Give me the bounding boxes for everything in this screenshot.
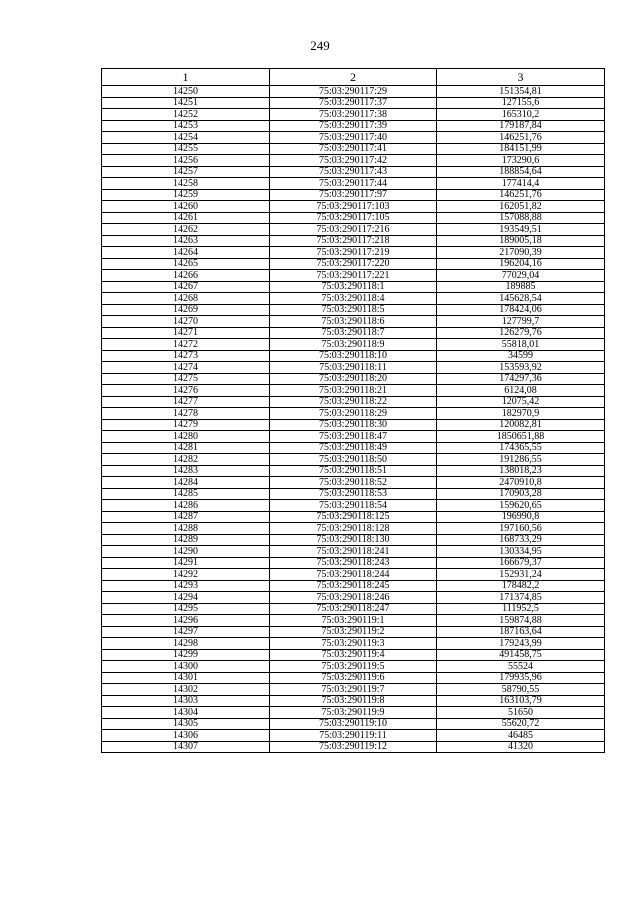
table-row: [102, 143, 605, 155]
value-cell: 179187,84: [437, 120, 605, 132]
row-number-cell: 14285: [102, 488, 270, 500]
column-header-1: 1: [102, 69, 270, 86]
cadastral-number-cell: 75:03:290118:52: [270, 477, 437, 489]
table-row: [102, 97, 605, 109]
value-cell: 188854,64: [437, 166, 605, 178]
cadastral-number-cell: 75:03:290118:29: [270, 408, 437, 420]
row-number-cell: 14269: [102, 304, 270, 316]
table-row: [102, 442, 605, 454]
table-row: [102, 212, 605, 224]
row-number-cell: 14271: [102, 327, 270, 339]
value-cell: 58790,55: [437, 684, 605, 696]
value-cell: 162051,82: [437, 201, 605, 213]
cadastral-number-cell: 75:03:290118:10: [270, 350, 437, 362]
table-row: [102, 327, 605, 339]
table-row: [102, 580, 605, 592]
table-row: [102, 396, 605, 408]
row-number-cell: 14259: [102, 189, 270, 201]
cadastral-number-cell: 75:03:290118:128: [270, 523, 437, 535]
value-cell: 157088,88: [437, 212, 605, 224]
row-number-cell: 14263: [102, 235, 270, 247]
row-number-cell: 14290: [102, 546, 270, 558]
cadastral-number-cell: 75:03:290117:219: [270, 247, 437, 259]
value-cell: 171374,85: [437, 592, 605, 604]
table-row: [102, 178, 605, 190]
row-number-cell: 14260: [102, 201, 270, 213]
row-number-cell: 14262: [102, 224, 270, 236]
cadastral-number-cell: 75:03:290118:21: [270, 385, 437, 397]
row-number-cell: 14267: [102, 281, 270, 293]
table-row: [102, 293, 605, 305]
value-cell: 174365,55: [437, 442, 605, 454]
table-body: [102, 86, 605, 753]
cadastral-number-cell: 75:03:290118:53: [270, 488, 437, 500]
table-row: [102, 419, 605, 431]
value-cell: 189005,18: [437, 235, 605, 247]
table-row: [102, 523, 605, 535]
table-row: [102, 730, 605, 742]
cadastral-number-cell: 75:03:290117:38: [270, 109, 437, 121]
row-number-cell: 14280: [102, 431, 270, 443]
value-cell: 217090,39: [437, 247, 605, 259]
row-number-cell: 14286: [102, 500, 270, 512]
table-row: [102, 247, 605, 259]
cadastral-number-cell: 75:03:290119:3: [270, 638, 437, 650]
cadastral-number-cell: 75:03:290118:244: [270, 569, 437, 581]
cadastral-number-cell: 75:03:290119:10: [270, 718, 437, 730]
cadastral-number-cell: 75:03:290118:6: [270, 316, 437, 328]
table-row: [102, 408, 605, 420]
data-table: [101, 68, 605, 753]
row-number-cell: 14295: [102, 603, 270, 615]
value-cell: 51650: [437, 707, 605, 719]
row-number-cell: 14292: [102, 569, 270, 581]
row-number-cell: 14289: [102, 534, 270, 546]
cadastral-number-cell: 75:03:290118:241: [270, 546, 437, 558]
row-number-cell: 14302: [102, 684, 270, 696]
table-row: [102, 431, 605, 443]
cadastral-number-cell: 75:03:290118:11: [270, 362, 437, 374]
cadastral-number-cell: 75:03:290118:245: [270, 580, 437, 592]
row-number-cell: 14307: [102, 741, 270, 753]
value-cell: 127155,6: [437, 97, 605, 109]
cadastral-number-cell: 75:03:290118:9: [270, 339, 437, 351]
cadastral-number-cell: 75:03:290117:39: [270, 120, 437, 132]
row-number-cell: 14254: [102, 132, 270, 144]
table-row: [102, 718, 605, 730]
table-row: [102, 649, 605, 661]
row-number-cell: 14258: [102, 178, 270, 190]
table-row: [102, 109, 605, 121]
value-cell: 189885: [437, 281, 605, 293]
value-cell: 182970,9: [437, 408, 605, 420]
table-row: [102, 615, 605, 627]
row-number-cell: 14293: [102, 580, 270, 592]
value-cell: 187163,64: [437, 626, 605, 638]
row-number-cell: 14281: [102, 442, 270, 454]
row-number-cell: 14250: [102, 86, 270, 98]
cadastral-number-cell: 75:03:290117:37: [270, 97, 437, 109]
cadastral-number-cell: 75:03:290118:4: [270, 293, 437, 305]
table-row: [102, 362, 605, 374]
table-row: [102, 339, 605, 351]
value-cell: 55818,01: [437, 339, 605, 351]
cadastral-number-cell: 75:03:290119:4: [270, 649, 437, 661]
row-number-cell: 14299: [102, 649, 270, 661]
row-number-cell: 14274: [102, 362, 270, 374]
cadastral-number-cell: 75:03:290118:49: [270, 442, 437, 454]
table-row: [102, 258, 605, 270]
row-number-cell: 14265: [102, 258, 270, 270]
row-number-cell: 14261: [102, 212, 270, 224]
value-cell: 168733,29: [437, 534, 605, 546]
cadastral-number-cell: 75:03:290119:9: [270, 707, 437, 719]
cadastral-number-cell: 75:03:290118:54: [270, 500, 437, 512]
value-cell: 130334,95: [437, 546, 605, 558]
table-row: [102, 546, 605, 558]
row-number-cell: 14251: [102, 97, 270, 109]
row-number-cell: 14303: [102, 695, 270, 707]
value-cell: 178424,06: [437, 304, 605, 316]
cadastral-number-cell: 75:03:290118:47: [270, 431, 437, 443]
row-number-cell: 14300: [102, 661, 270, 673]
table-row: [102, 454, 605, 466]
value-cell: 491458,75: [437, 649, 605, 661]
table-header: [102, 69, 605, 86]
cadastral-number-cell: 75:03:290117:218: [270, 235, 437, 247]
value-cell: 41320: [437, 741, 605, 753]
cadastral-number-cell: 75:03:290119:7: [270, 684, 437, 696]
row-number-cell: 14304: [102, 707, 270, 719]
row-number-cell: 14266: [102, 270, 270, 282]
row-number-cell: 14296: [102, 615, 270, 627]
value-cell: 196204,16: [437, 258, 605, 270]
cadastral-number-cell: 75:03:290117:40: [270, 132, 437, 144]
row-number-cell: 14283: [102, 465, 270, 477]
table-row: [102, 155, 605, 167]
table-row: [102, 661, 605, 673]
value-cell: 197160,56: [437, 523, 605, 535]
cadastral-number-cell: 75:03:290118:5: [270, 304, 437, 316]
cadastral-number-cell: 75:03:290118:30: [270, 419, 437, 431]
row-number-cell: 14272: [102, 339, 270, 351]
row-number-cell: 14276: [102, 385, 270, 397]
value-cell: 120082,81: [437, 419, 605, 431]
table-row: [102, 120, 605, 132]
value-cell: 165310,2: [437, 109, 605, 121]
table-row: [102, 557, 605, 569]
table-row: [102, 488, 605, 500]
value-cell: 163103,79: [437, 695, 605, 707]
table-row: [102, 511, 605, 523]
cadastral-number-cell: 75:03:290119:11: [270, 730, 437, 742]
value-cell: 177414,4: [437, 178, 605, 190]
header-row: [102, 69, 605, 86]
value-cell: 179935,96: [437, 672, 605, 684]
row-number-cell: 14298: [102, 638, 270, 650]
value-cell: 191286,55: [437, 454, 605, 466]
value-cell: 152931,24: [437, 569, 605, 581]
cadastral-number-cell: 75:03:290118:1: [270, 281, 437, 293]
cadastral-number-cell: 75:03:290118:247: [270, 603, 437, 615]
cadastral-number-cell: 75:03:290119:1: [270, 615, 437, 627]
value-cell: 126279,76: [437, 327, 605, 339]
row-number-cell: 14273: [102, 350, 270, 362]
cadastral-number-cell: 75:03:290117:97: [270, 189, 437, 201]
row-number-cell: 14275: [102, 373, 270, 385]
value-cell: 193549,51: [437, 224, 605, 236]
table-row: [102, 350, 605, 362]
cadastral-number-cell: 75:03:290118:20: [270, 373, 437, 385]
row-number-cell: 14264: [102, 247, 270, 259]
table-row: [102, 638, 605, 650]
table-row: [102, 626, 605, 638]
value-cell: 178482,2: [437, 580, 605, 592]
value-cell: 34599: [437, 350, 605, 362]
table-row: [102, 500, 605, 512]
value-cell: 170903,28: [437, 488, 605, 500]
value-cell: 55620,72: [437, 718, 605, 730]
table-row: [102, 592, 605, 604]
table-row: [102, 166, 605, 178]
value-cell: 153593,92: [437, 362, 605, 374]
cadastral-number-cell: 75:03:290118:50: [270, 454, 437, 466]
value-cell: 55524: [437, 661, 605, 673]
table-row: [102, 373, 605, 385]
table-row: [102, 534, 605, 546]
cadastral-number-cell: 75:03:290118:51: [270, 465, 437, 477]
page-number: 249: [310, 38, 330, 53]
table-row: [102, 201, 605, 213]
column-header-2: 2: [270, 69, 437, 86]
value-cell: 184151,99: [437, 143, 605, 155]
cadastral-number-cell: 75:03:290117:220: [270, 258, 437, 270]
value-cell: 12075,42: [437, 396, 605, 408]
row-number-cell: 14277: [102, 396, 270, 408]
value-cell: 138018,23: [437, 465, 605, 477]
table-row: [102, 270, 605, 282]
table-row: [102, 304, 605, 316]
value-cell: 77029,04: [437, 270, 605, 282]
cadastral-number-cell: 75:03:290117:43: [270, 166, 437, 178]
table-row: [102, 86, 605, 98]
row-number-cell: 14252: [102, 109, 270, 121]
cadastral-number-cell: 75:03:290117:221: [270, 270, 437, 282]
value-cell: 146251,76: [437, 189, 605, 201]
table-row: [102, 281, 605, 293]
cadastral-number-cell: 75:03:290119:6: [270, 672, 437, 684]
cadastral-number-cell: 75:03:290119:12: [270, 741, 437, 753]
value-cell: 151354,81: [437, 86, 605, 98]
row-number-cell: 14256: [102, 155, 270, 167]
cadastral-number-cell: 75:03:290118:246: [270, 592, 437, 604]
value-cell: 146251,76: [437, 132, 605, 144]
value-cell: 179243,99: [437, 638, 605, 650]
row-number-cell: 14255: [102, 143, 270, 155]
cadastral-number-cell: 75:03:290118:125: [270, 511, 437, 523]
row-number-cell: 14288: [102, 523, 270, 535]
cadastral-number-cell: 75:03:290119:5: [270, 661, 437, 673]
table-row: [102, 385, 605, 397]
row-number-cell: 14257: [102, 166, 270, 178]
table-row: [102, 235, 605, 247]
cadastral-number-cell: 75:03:290117:105: [270, 212, 437, 224]
value-cell: 196990,8: [437, 511, 605, 523]
cadastral-number-cell: 75:03:290119:2: [270, 626, 437, 638]
column-header-3: 3: [437, 69, 605, 86]
cadastral-number-cell: 75:03:290118:22: [270, 396, 437, 408]
cadastral-number-cell: 75:03:290117:42: [270, 155, 437, 167]
cadastral-number-cell: 75:03:290118:243: [270, 557, 437, 569]
row-number-cell: 14297: [102, 626, 270, 638]
value-cell: 166679,37: [437, 557, 605, 569]
table-row: [102, 672, 605, 684]
cadastral-number-cell: 75:03:290119:8: [270, 695, 437, 707]
cadastral-number-cell: 75:03:290117:29: [270, 86, 437, 98]
row-number-cell: 14287: [102, 511, 270, 523]
value-cell: 159874,88: [437, 615, 605, 627]
table-row: [102, 224, 605, 236]
value-cell: 46485: [437, 730, 605, 742]
value-cell: 6124,08: [437, 385, 605, 397]
table-row: [102, 684, 605, 696]
cadastral-number-cell: 75:03:290118:130: [270, 534, 437, 546]
row-number-cell: 14301: [102, 672, 270, 684]
table-row: [102, 465, 605, 477]
table-row: [102, 316, 605, 328]
table-row: [102, 569, 605, 581]
table-row: [102, 741, 605, 753]
cadastral-number-cell: 75:03:290117:44: [270, 178, 437, 190]
value-cell: 1850651,88: [437, 431, 605, 443]
cadastral-number-cell: 75:03:290117:103: [270, 201, 437, 213]
row-number-cell: 14279: [102, 419, 270, 431]
cadastral-number-cell: 75:03:290117:216: [270, 224, 437, 236]
cadastral-number-cell: 75:03:290117:41: [270, 143, 437, 155]
table-row: [102, 477, 605, 489]
row-number-cell: 14268: [102, 293, 270, 305]
row-number-cell: 14284: [102, 477, 270, 489]
cadastral-number-cell: 75:03:290118:7: [270, 327, 437, 339]
value-cell: 145628,54: [437, 293, 605, 305]
row-number-cell: 14305: [102, 718, 270, 730]
value-cell: 2470910,8: [437, 477, 605, 489]
table-row: [102, 132, 605, 144]
table-row: [102, 603, 605, 615]
row-number-cell: 14306: [102, 730, 270, 742]
row-number-cell: 14253: [102, 120, 270, 132]
table-row: [102, 707, 605, 719]
value-cell: 159620,65: [437, 500, 605, 512]
value-cell: 173290,6: [437, 155, 605, 167]
table-row: [102, 189, 605, 201]
value-cell: 174297,36: [437, 373, 605, 385]
value-cell: 127799,7: [437, 316, 605, 328]
value-cell: 111952,5: [437, 603, 605, 615]
row-number-cell: 14294: [102, 592, 270, 604]
row-number-cell: 14282: [102, 454, 270, 466]
table-row: [102, 695, 605, 707]
row-number-cell: 14270: [102, 316, 270, 328]
row-number-cell: 14278: [102, 408, 270, 420]
row-number-cell: 14291: [102, 557, 270, 569]
